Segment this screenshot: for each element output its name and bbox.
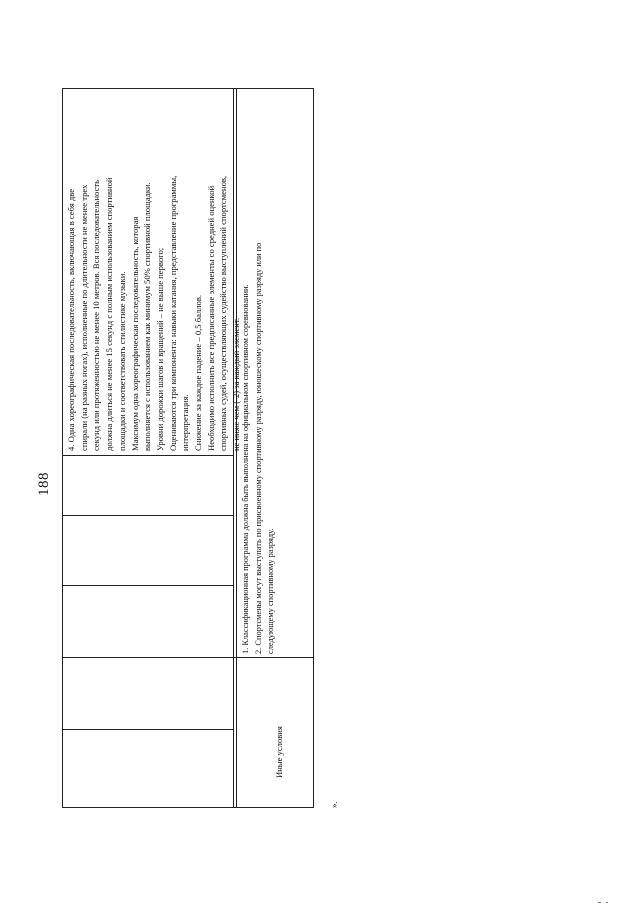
text-line: Максимум одна хореографическая последовательность, которая (129, 216, 140, 451)
text-line: 2. Спортсмены могут выступать по присвоенному спортивному разряду, юношескому спортивному разряду или по (253, 242, 263, 654)
column-divider (62, 515, 234, 516)
text-line: Уровни дорожки шагов и вращений – не выше первого; (154, 247, 165, 451)
closing-quote-mark: ». (329, 801, 339, 808)
text-line: не ниже чем (-2) за каждый элемент. (231, 317, 242, 451)
column-divider (234, 657, 314, 658)
text-line: выполняется с использованием как минимум 50% спортивной площадки. (142, 182, 153, 451)
page-number: 188 (36, 472, 52, 496)
text-line: площадки и соответствовать стилистике музыки. (116, 271, 127, 451)
column-divider (62, 455, 234, 456)
conditions-label: Иные условия (274, 726, 284, 778)
column-divider (62, 657, 234, 658)
text-line: следующему спортивному разряду. (266, 528, 276, 654)
text-line: секунд или протяженностью не менее 10 метров. Вся последовательность (91, 179, 102, 451)
text-line: Необходимо исполнить все предписанные элементы со средней оценкой (205, 185, 216, 451)
element-description (65, 93, 243, 451)
text-line: должна длиться не менее 15 секунд с полным использованием спортивной (104, 177, 115, 451)
text-line: Оцениваются три компонента: навыки катания, представление программы, (167, 175, 178, 451)
scan-speck (598, 902, 601, 903)
text-line: спортивных судей, осуществляющих судейство выступлений спортсменов, (218, 175, 229, 451)
rotated-page (36, 88, 339, 808)
text-line: спирали (на разных ногах), исполненные по длительности не менее трех (78, 184, 89, 451)
text-line: 4. Одна хореографическая последовательность, включающая в себя две (66, 188, 76, 451)
column-divider (62, 585, 234, 586)
column-divider (62, 729, 234, 730)
scan-speck (606, 902, 608, 903)
text-line: интерпретация. (180, 394, 191, 451)
text-line: 1. Классификационная программа должна быть выполнена на официальном спортивном соревновании. (241, 284, 250, 654)
text-line: Снижение за каждое падение – 0,5 баллов. (193, 294, 204, 451)
conditions-text (240, 94, 278, 654)
